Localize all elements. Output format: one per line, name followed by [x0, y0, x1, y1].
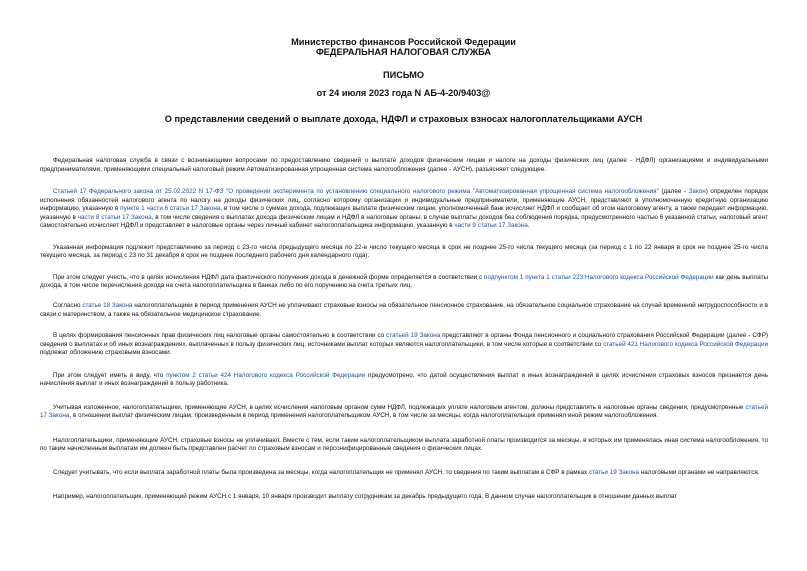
paragraph	[40, 274, 768, 291]
service-heading: ФЕДЕРАЛЬНАЯ НАЛОГОВАЯ СЛУЖБА	[315, 47, 492, 57]
paragraph-text: Следует учитывать, что если выплата заработной платы была произведена за месяцы, когда налогоплательщик не применял АУСН, то сведения по таким выплатам в СФР в рамках	[53, 469, 589, 477]
paragraph	[40, 302, 768, 319]
paragraph-text: , в отношении выплат физическим лицам, произведенным в период применения налогоплательщиком АУСН, в том числе за месяцы, когда налогоплательщик применял иной режим налогообложения.	[69, 412, 659, 420]
legal-reference-link[interactable]: подпунктом 1 пункта 1 статьи 223 Налогового кодекса Российской Федерации	[484, 273, 714, 281]
paragraph	[40, 372, 768, 389]
legal-reference-link[interactable]: Статьей 17 Федерального закона от 25.02.2022 N 17-ФЗ "О проведении эксперимента по установлению специального налогового режима "Автоматизированная упрощенная система налогообложения"	[53, 188, 659, 196]
paragraph-text: предусмотрено, что датой осуществления выплат и иных вознаграждений в целях исчисления страховых взносов признается день начисления выплат и иных вознаграждений в пользу работника.	[40, 371, 768, 388]
paragraph-text: , в том числе о суммах дохода, подлежащих выплате физическим лицам, уполномоченный банк исчисляет НДФЛ и сообщает об этом налоговому агенту, а также передает информацию, указанную в	[40, 205, 769, 221]
legal-reference-link[interactable]: части 9 статьи 17 Закона	[454, 222, 528, 230]
document-date-number: от 24 июля 2023 года N АБ-4-20/9403@	[316, 88, 491, 98]
paragraph-text: При этом следует иметь в виду, что	[53, 371, 167, 379]
paragraph	[40, 493, 768, 502]
paragraph-text: , в том числе сведения о выплатах дохода физическим лицам и НДФЛ в налоговые органы; в случае выплаты доходов без соблюдения порядка, предусмотренного частью 6 указанной статьи, налоговый агент самостоятельно исчисляет НДФЛ и представляет в налоговые органы через личный кабинет налогоплательщика информацию, указанную в	[40, 213, 768, 230]
legal-reference-link[interactable]: статьей 17 Закона	[40, 403, 768, 420]
paragraph	[40, 188, 768, 231]
paragraph-text: Указанная информация подлежит представлению за период с 23-го числа предыдущего месяца по 22-е число текущего месяца в срок не позднее 25-го числа текущего месяца (за период с 1 по 22 января в срок не позднее 25-го числа текущего месяца, за период с 23 по 31 декабря в срок не позднее последнего рабочего дня календарного года).	[40, 243, 768, 260]
paragraph-text: как день выплаты дохода, в том числе перечисления дохода на счета налогоплательщика в банках либо по его поручению на счета третьих лиц.	[40, 273, 769, 290]
document-type: ПИСЬМО	[382, 70, 425, 80]
paragraph-text: В целях формирования пенсионных прав физических лиц налоговые органы самостоятельно в соответствии со	[53, 332, 387, 340]
legal-reference-link[interactable]: статье 18 Закона	[82, 302, 133, 310]
paragraph-text: Например, налогоплательщик, применяющий режим АУСН с 1 января, 10 января производит выплату сотрудникам за декабрь предыдущего года. В данном случае налогоплательщик в отношении данных выплат	[53, 492, 678, 500]
legal-reference-link[interactable]: пунктом 2 статьи 424 Налогового кодекса Российской Федерации	[166, 371, 366, 379]
paragraph-text: подлежат обложению страховыми взносами.	[40, 349, 172, 357]
document-body	[40, 157, 768, 501]
paragraph-text: налоговыми органами не направляются.	[639, 469, 760, 477]
legal-reference-link[interactable]: статьи 19 Закона	[588, 469, 640, 477]
paragraph	[40, 437, 768, 454]
paragraph-text: Федеральная налоговая служба в связи с возникающими вопросами по предоставлению сведений о выплате доходов физическим лицам и налоге на доходы физических лиц (далее - НДФЛ) организациями и индивидуальными предпринимателями, применяющими специальный налоговый режим Автоматизированная упрощенная система налогообложения (далее - АУСН), разъясняет следующее.	[40, 157, 768, 173]
ministry-heading: Министерство финансов Российской Федерации	[291, 37, 516, 47]
paragraph-text: (далее -	[658, 188, 689, 196]
paragraph-text: представляют в органы Фонда пенсионного и социального страхования Российской Федерации (далее - СФР) сведения о выплатах и об иных вознаграждениях, выплаченных в пользу физических лиц, источниками выплат которых являются налогоплательщики, в том числе которые в соответствии со	[40, 332, 768, 348]
paragraph	[40, 469, 768, 478]
legal-reference-link[interactable]: Закон	[688, 188, 706, 196]
paragraph-text: .	[527, 222, 530, 230]
paragraph-text: налогоплательщики в период применения АУСН не уплачивают страховые взносы на обязательное пенсионное страхование, на обязательное социальное страхование на случай временной нетрудоспособности и в связи с материнством, а также на обязательное медицинское страхование.	[40, 302, 769, 318]
paragraph	[40, 157, 768, 174]
document-subject: О представлении сведений о выплате дохода, НДФЛ и страховых взносах налогоплательщиками АУСН	[164, 114, 643, 124]
legal-reference-link[interactable]: пункте 1 части 6 статьи 17 Закона	[120, 205, 221, 213]
paragraph-text: Налогоплательщики, применяющие АУСН, страховые взносы не уплачивают. Вместе с тем, если таким налогоплательщиком выплата заработной платы производится за месяцы, в которых им применялась иная система налогообложения, то по таким начисленным выплатам им должен быть представлен расчет по страховым взносам и персонифицированные сведения о физических лицах.	[40, 436, 768, 453]
legal-reference-link[interactable]: статьей 421 Налогового кодекса Российской Федерации	[603, 340, 768, 348]
paragraph-text: При этом следует учесть, что в целях исчисления НДФЛ дата фактического получения дохода в денежной форме определяется в соответствии с	[53, 273, 485, 281]
paragraph-text: ) определен порядок исполнения обязанностей налогового агента по налогу на доходы физических лиц, согласно которому организации и индивидуальные предприниматели, применяющие АУСН, представляют в уполномоченную кредитную организацию информацию, указанную в	[40, 188, 769, 213]
paragraph-text: Согласно	[53, 302, 83, 310]
paragraph	[40, 244, 768, 261]
paragraph-text: Учитывая изложенное, налогоплательщики, применяющие АУСН, в целях исчисления налоговым органом сумм НДФЛ, подлежащих уплате налоговым агентом, должны представлять в налоговые органы сведения, предусмотренные	[53, 403, 746, 411]
paragraph	[40, 404, 768, 421]
legal-reference-link[interactable]: части 8 статьи 17 Закона	[77, 213, 152, 221]
legal-reference-link[interactable]: статьей 19 Закона	[386, 332, 441, 340]
paragraph	[40, 332, 768, 358]
